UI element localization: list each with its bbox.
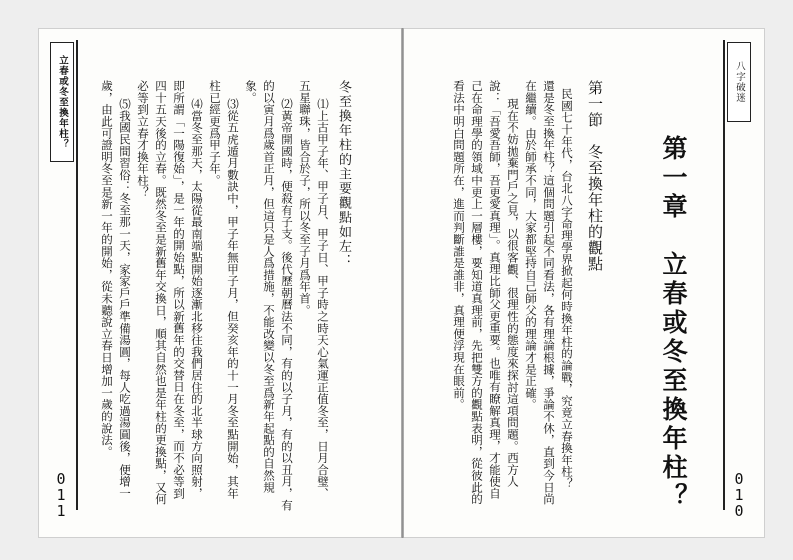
left-column-1: 冬至換年柱的主要觀點如左： bbox=[336, 80, 351, 269]
left-frame-line bbox=[76, 40, 78, 510]
left-header-title: 立春或冬至換年柱？ bbox=[57, 54, 68, 150]
right-column-3: 在繼續。由於師承不同，大家都堅持自己師父的理論才是正確。 bbox=[524, 80, 538, 411]
left-column-5: 的以寅月爲歲首正月，但這只是人爲措施，不能改變以冬至爲新年起點的自然規 bbox=[262, 80, 276, 493]
right-frame-line bbox=[723, 40, 725, 510]
right-header-box bbox=[727, 42, 751, 122]
right-column-2: 還是冬至換年柱？這個問題引起不同看法，各有理論根據，爭論不休，直到今日尚 bbox=[542, 80, 556, 505]
chapter-title: 第一章 立春或冬至換年柱？ bbox=[659, 135, 688, 512]
right-page-number: 010 bbox=[730, 470, 748, 518]
right-column-4: 現在不妨拋棄門戶之見，以很客觀、很理性的態度來探討這項問題。西方人 bbox=[506, 98, 520, 488]
left-column-10: 即所謂「一陽復始」，是一年的開始點，所以新舊年的交替日在冬至，而不必等到 bbox=[172, 80, 186, 500]
left-column-14: 歲，由此可證明冬至是新一年的開始，從未聽說立春日增加一歲的說法。 bbox=[100, 80, 114, 458]
right-column-1: 民國七十年代，台北八字命理學界掀起何時換年柱的論戰，究竟立春換年柱？ bbox=[560, 88, 574, 490]
left-column-12: 必等到立春才換年柱？ bbox=[136, 80, 150, 198]
right-header-title: 八字破迷 bbox=[734, 61, 745, 103]
left-column-6: 象。 bbox=[244, 80, 258, 104]
left-column-13: ⑸我國民間習俗：冬至那一天，家家戶戶準備湯圓，每人吃過湯圓後，便增一 bbox=[118, 98, 132, 500]
right-column-5: 說：「吾愛吾師，吾更愛真理」。真理比師父更重要。也唯有瞭解真理，才能使自 bbox=[488, 80, 502, 500]
left-column-8: 柱已經更爲甲子年。 bbox=[208, 80, 222, 187]
book-spine bbox=[401, 28, 404, 538]
right-column-6: 己在命理學的領域中更上一層樓，要知道真理前，先把雙方的觀點表明，從彼此的 bbox=[470, 80, 484, 505]
left-column-11: 四十五天後的立春。既然冬至是新舊年交換日，順其自然也是年柱的更換點，又何 bbox=[154, 80, 168, 505]
left-column-7: ⑶從五虎遁月數訣中，甲子年無甲子月，但癸亥年的十一月冬至點開始，其年 bbox=[226, 98, 240, 500]
left-column-9: ⑷當冬至那天，太陽從最南端點開始逐漸北移往我們居住的北半球方向照射， bbox=[190, 98, 204, 500]
left-page-number: 011 bbox=[52, 470, 70, 518]
left-column-2: ⑴上古甲子年、甲子月、甲子日、甲子時之時天心氣運正值冬至，日月合璧、 bbox=[316, 98, 330, 500]
right-column-7: 看法中明白問題所在，進而判斷誰是誰非，真理便浮現在眼前。 bbox=[452, 80, 466, 411]
left-column-3: 五星聯珠，皆合於子，所以冬至子月爲年首。 bbox=[298, 80, 312, 316]
left-column-4: ⑵黃帝開國時，便殺有子支。後代歷朝曆法不同，有的以子月，有的以丑月，有 bbox=[280, 98, 294, 511]
section-title: 第一節 冬至換年柱的觀點 bbox=[586, 80, 604, 272]
left-header-box bbox=[50, 42, 74, 162]
